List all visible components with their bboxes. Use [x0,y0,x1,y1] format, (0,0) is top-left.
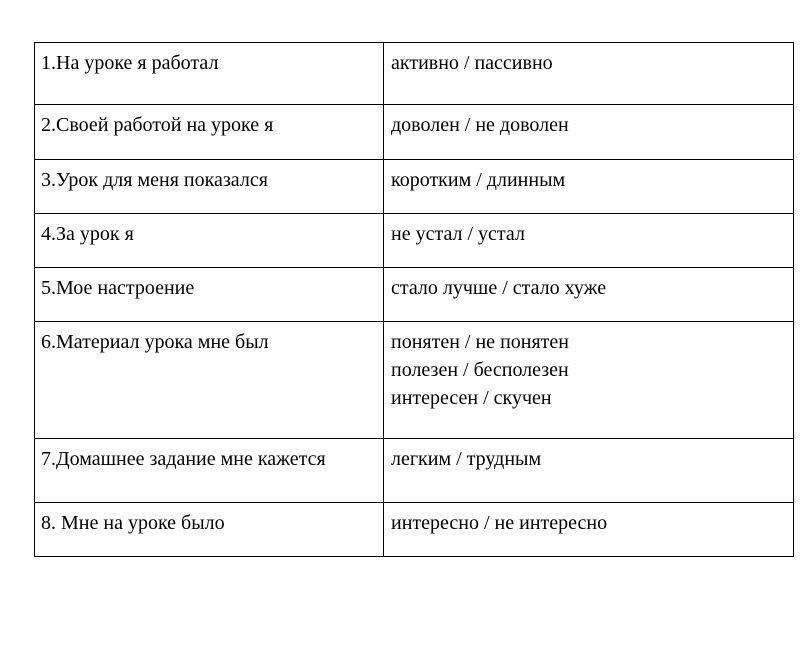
question-cell: 6.Материал урока мне был [35,322,384,439]
answer-option: интересен / скучен [391,387,552,409]
table-row [35,439,794,503]
answer-cell [384,503,794,557]
question-cell: 3.Урок для меня показался [35,160,384,214]
table-row [35,322,794,439]
answer-option: полезен / бесполезен [391,359,569,381]
answer-option: доволен / не доволен [391,114,569,136]
answer-option: понятен / не понятен [391,331,569,353]
table-row [35,160,794,214]
question-cell: 2.Своей работой на уроке я [35,105,384,160]
reflection-survey-table [34,42,794,557]
answer-cell [384,439,794,503]
question-cell: 8. Мне на уроке было [35,503,384,557]
answer-option: коротким / длинным [391,169,566,191]
answer-cell [384,214,794,268]
answer-cell [384,268,794,322]
answer-option: легким / трудным [391,448,542,470]
question-cell: 1.На уроке я работал [35,43,384,105]
question-cell: 7.Домашнее задание мне кажется [35,439,384,503]
question-cell: 5.Мое настроение [35,268,384,322]
answer-cell [384,105,794,160]
answer-cell [384,43,794,105]
table-row [35,105,794,160]
table-row [35,43,794,105]
answer-option: стало лучше / стало хуже [391,277,607,299]
table-row [35,503,794,557]
question-cell: 4.За урок я [35,214,384,268]
answer-cell [384,322,794,439]
table-row [35,268,794,322]
answer-option: активно / пассивно [391,52,553,74]
table-row [35,214,794,268]
answer-option: не устал / устал [391,223,525,245]
answer-cell [384,160,794,214]
answer-option: интересно / не интересно [391,512,608,534]
